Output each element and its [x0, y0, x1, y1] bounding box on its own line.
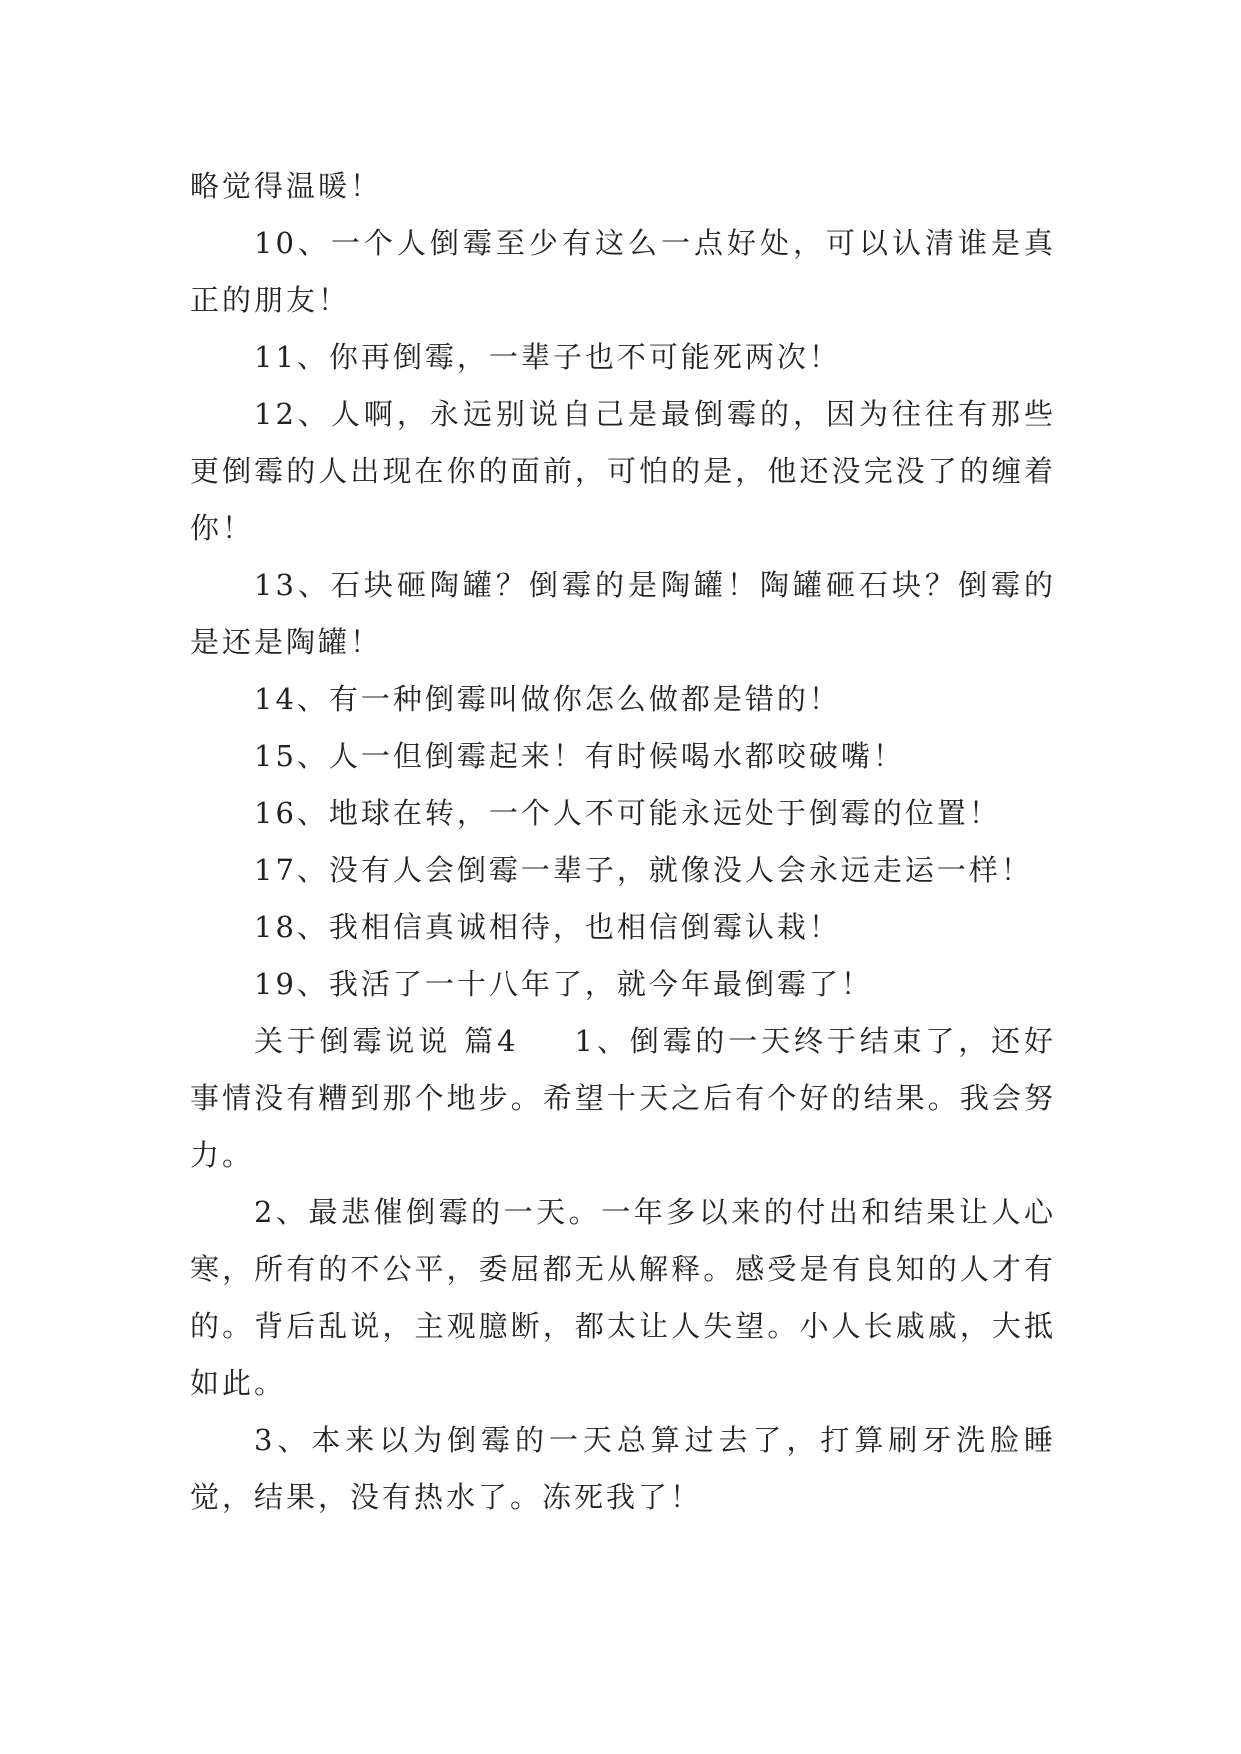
paragraph-item-2: 2、最悲催倒霉的一天。一年多以来的付出和结果让人心寒，所有的不公平，委屈都无从解释。感受是有良知的人才有的。背后乱说，主观臆断，都太让人失望。小人长戚戚，大抵如此。 — [190, 1195, 1056, 1400]
paragraph-item-19: 19、我活了一十八年了，就今年最倒霉了！ — [254, 967, 873, 1001]
paragraph-continuation: 略觉得温暖！ — [190, 169, 383, 203]
paragraph-item-3: 3、本来以为倒霉的一天总算过去了，打算刷牙洗脸睡觉，结果，没有热水了。冻死我了！ — [190, 1423, 1056, 1514]
section-first-item: 1、倒霉的一天终于结束了，还好事情没有糟到那个地步。希望十天之后有个好的结果。我会努力。 — [190, 1024, 1057, 1172]
paragraph-item-12: 12、人啊，永远别说自己是最倒霉的，因为往往有那些更倒霉的人出现在你的面前，可怕的是，他还没完没了的缠着你！ — [190, 397, 1056, 545]
paragraph-item-16: 16、地球在转，一个人不可能永远处于倒霉的位置！ — [254, 796, 1001, 830]
paragraph-item-13: 13、石块砸陶罐？倒霉的是陶罐！陶罐砸石块？倒霉的是还是陶罐！ — [190, 568, 1056, 659]
paragraph-item-11: 11、你再倒霉，一辈子也不可能死两次！ — [254, 340, 841, 374]
section-heading: 关于倒霉说说 篇4 — [254, 1024, 519, 1058]
paragraph-item-14: 14、有一种倒霉叫做你怎么做都是错的！ — [254, 682, 841, 716]
section-paragraph — [190, 1013, 1056, 1184]
paragraph-item-15: 15、人一但倒霉起来！有时候喝水都咬破嘴！ — [254, 739, 905, 773]
document-body — [190, 158, 1056, 1526]
paragraph-item-18: 18、我相信真诚相待，也相信倒霉认栽！ — [254, 910, 841, 944]
paragraph-item-17: 17、没有人会倒霉一辈子，就像没人会永远走运一样！ — [254, 853, 1033, 887]
paragraph-item-10: 10、一个人倒霉至少有这么一点好处，可以认清谁是真正的朋友！ — [190, 226, 1056, 317]
